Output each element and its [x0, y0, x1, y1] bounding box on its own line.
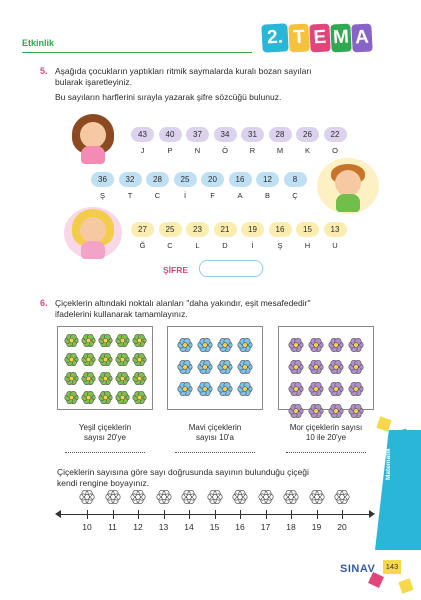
question-5-line: Bu sayıların harflerini sırayla yazarak şifre sözcüğü bulunuz. — [55, 92, 282, 102]
letter: C — [167, 241, 173, 250]
flower-icon — [177, 359, 193, 375]
flower-icon — [348, 337, 364, 353]
number-cell[interactable] — [173, 172, 198, 200]
confetti-icon — [398, 578, 413, 593]
question-6-number: 6. — [40, 298, 48, 308]
flower-icon — [115, 352, 130, 367]
number-cell[interactable] — [268, 222, 293, 250]
flower-icon — [283, 489, 299, 505]
tick-mark — [317, 510, 318, 519]
rhythm-row-1 — [130, 127, 350, 155]
number-cell[interactable] — [213, 127, 238, 155]
caption-line: sayısı 20'ye — [84, 433, 126, 442]
number-cell[interactable] — [295, 222, 320, 250]
flower-icon — [348, 403, 364, 419]
letter: Ğ — [139, 241, 146, 250]
green-flowers-box — [57, 326, 153, 410]
flower-icon — [288, 359, 304, 375]
letter: Ç — [292, 191, 298, 200]
subject-label: Matematik — [385, 448, 392, 480]
letter: H — [304, 241, 311, 250]
tick-label: 14 — [184, 522, 194, 532]
colorable-flower[interactable] — [283, 489, 299, 505]
flower-icon — [177, 381, 193, 397]
caption-line: 10 ile 20'ye — [305, 433, 347, 442]
tick-label: 18 — [286, 522, 296, 532]
number-pill: 36 — [91, 172, 114, 187]
number-pill: 16 — [269, 222, 292, 237]
number-pill: 37 — [186, 127, 209, 142]
rhythm-row-3 — [130, 222, 350, 250]
colorable-flower[interactable] — [156, 489, 172, 505]
letter: K — [304, 146, 310, 155]
sifre-answer-box[interactable] — [199, 260, 263, 277]
letter: P — [167, 146, 173, 155]
letter: N — [194, 146, 201, 155]
flower-icon — [237, 381, 253, 397]
subject-side-tab — [375, 430, 421, 550]
colorable-flower[interactable] — [232, 489, 248, 505]
number-pill: 34 — [214, 127, 237, 142]
number-cell[interactable] — [255, 172, 280, 200]
boy-illustration — [317, 158, 379, 214]
green-flower-grid — [64, 333, 149, 405]
number-pill: 27 — [131, 222, 154, 237]
caption-line: Mavi çiçeklerin — [188, 423, 242, 432]
purple-answer-field[interactable] — [286, 452, 366, 453]
instruction-line: Çiçeklerin sayısına göre sayı doğrusunda sayının bulunduğu çiçeği — [57, 467, 309, 477]
number-pill: 28 — [146, 172, 169, 187]
letter: A — [237, 191, 243, 200]
number-cell[interactable] — [240, 222, 265, 250]
letter: L — [195, 241, 200, 250]
letter: İ — [251, 241, 254, 250]
number-cell[interactable] — [268, 127, 293, 155]
flower-icon — [308, 381, 324, 397]
theme-banner — [262, 24, 373, 52]
number-cell[interactable] — [90, 172, 115, 200]
question-5-number: 5. — [40, 66, 48, 76]
caption-line: Yeşil çiçeklerin — [78, 423, 132, 432]
header-rule — [22, 52, 252, 53]
number-pill: 22 — [324, 127, 347, 142]
number-pill: 19 — [241, 222, 264, 237]
flower-icon — [258, 489, 274, 505]
tick-label: 17 — [260, 522, 271, 532]
colorable-flower[interactable] — [334, 489, 350, 505]
number-pill: 23 — [186, 222, 209, 237]
flower-icon — [81, 371, 96, 386]
letter: J — [140, 146, 145, 155]
flower-icon — [237, 359, 253, 375]
flower-icon — [217, 359, 233, 375]
number-cell[interactable] — [323, 127, 348, 155]
blue-flower-grid — [177, 337, 257, 397]
colorable-flower[interactable] — [258, 489, 274, 505]
number-cell[interactable] — [145, 172, 170, 200]
tick-mark — [113, 510, 114, 519]
blue-flowers-box — [167, 326, 263, 410]
flower-icon — [197, 381, 213, 397]
flower-icon — [308, 359, 324, 375]
section-label: Etkinlik — [22, 38, 55, 48]
flower-icon — [132, 333, 147, 348]
number-cell[interactable] — [185, 127, 210, 155]
page-number: 143 — [383, 560, 401, 574]
flower-icon — [217, 337, 233, 353]
number-cell[interactable] — [200, 172, 225, 200]
tick-label: 20 — [337, 522, 347, 532]
number-cell[interactable] — [213, 222, 238, 250]
flower-icon — [98, 390, 113, 405]
letter: İ — [183, 191, 187, 200]
tick-mark — [138, 510, 139, 519]
flower-icon — [328, 359, 344, 375]
flower-icon — [98, 371, 113, 386]
number-pill: 16 — [229, 172, 252, 187]
number-pill: 25 — [174, 172, 197, 187]
letter: Ö — [222, 146, 228, 155]
flower-icon — [348, 359, 364, 375]
colorable-flower[interactable] — [130, 489, 146, 505]
green-caption — [57, 423, 153, 443]
number-pill: 43 — [131, 127, 154, 142]
sifre-label: ŞİFRE — [163, 265, 189, 275]
flower-icon — [98, 352, 113, 367]
theme-letter-t: T — [288, 23, 309, 52]
blue-caption — [167, 423, 263, 443]
number-pill: 12 — [256, 172, 279, 187]
number-cell[interactable] — [323, 222, 348, 250]
flower-icon — [81, 333, 96, 348]
tick-label: 12 — [133, 522, 143, 532]
question-5-line: bularak işaretleyiniz. — [55, 77, 133, 87]
number-cell[interactable] — [283, 172, 308, 200]
flower-icon — [79, 489, 95, 505]
number-cell[interactable] — [228, 172, 253, 200]
flower-icon — [64, 371, 79, 386]
arrow-right-icon — [369, 510, 375, 518]
colorable-flower[interactable] — [207, 489, 223, 505]
flower-icon — [308, 337, 324, 353]
girl-blonde-hair-illustration — [62, 205, 124, 261]
tick-mark — [87, 510, 88, 519]
green-answer-field[interactable] — [65, 452, 145, 453]
flower-icon — [232, 489, 248, 505]
tick-mark — [189, 510, 190, 519]
tick-mark — [240, 510, 241, 519]
flower-icon — [288, 381, 304, 397]
tick-label: 11 — [108, 522, 117, 532]
flower-icon — [132, 390, 147, 405]
number-cell[interactable] — [130, 222, 155, 250]
flower-icon — [81, 352, 96, 367]
theme-letter-e: E — [309, 23, 330, 52]
letter: R — [249, 146, 256, 155]
tick-label: 10 — [82, 522, 92, 532]
flower-icon — [197, 337, 213, 353]
colorable-flower[interactable] — [309, 489, 325, 505]
number-pill: 13 — [324, 222, 347, 237]
flower-icon — [328, 337, 344, 353]
caption-line: Mor çiçeklerin sayısı — [289, 423, 363, 432]
flower-icon — [348, 381, 364, 397]
letter: B — [264, 191, 270, 200]
purple-flower-grid — [288, 337, 368, 419]
exam-label: SINAV — [340, 563, 376, 575]
flower-icon — [207, 489, 223, 505]
flower-icon — [328, 381, 344, 397]
tick-label: 16 — [235, 522, 245, 532]
question-6-line: ifadelerini kullanarak tamamlayınız. — [55, 309, 188, 319]
number-pill: 8 — [284, 172, 307, 187]
numberline-instruction — [57, 467, 309, 489]
tick-mark — [342, 510, 343, 519]
blue-answer-field[interactable] — [175, 452, 255, 453]
number-pill: 20 — [201, 172, 224, 187]
flower-icon — [132, 371, 147, 386]
flower-icon — [197, 359, 213, 375]
number-cell[interactable] — [158, 222, 183, 250]
question-5-text — [55, 66, 312, 103]
tick-label: 13 — [158, 522, 169, 532]
colorable-flower[interactable] — [181, 489, 197, 505]
number-cell[interactable] — [295, 127, 320, 155]
rhythm-row-2 — [90, 172, 310, 200]
theme-number: 2. — [261, 23, 288, 52]
flower-icon — [177, 337, 193, 353]
girl-brown-hair-illustration — [62, 110, 124, 166]
question-6-text — [55, 298, 311, 320]
flower-icon — [64, 352, 79, 367]
question-5-line: Aşağıda çocukların yaptıkları ritmik saymalarda kuralı bozan sayıları — [55, 66, 312, 76]
flower-icon — [115, 333, 130, 348]
caption-line: sayısı 10'a — [196, 433, 234, 442]
theme-letter-a: A — [351, 23, 372, 52]
letter: M — [276, 146, 284, 155]
number-pill: 26 — [296, 127, 319, 142]
letter: O — [332, 146, 338, 155]
flower-icon — [328, 403, 344, 419]
instruction-line: kendi rengine boyayınız. — [57, 478, 150, 488]
flower-icon — [105, 489, 121, 505]
letter: D — [222, 241, 228, 250]
number-cell[interactable] — [130, 127, 155, 155]
flower-icon — [115, 371, 130, 386]
flower-icon — [115, 390, 130, 405]
theme-letter-m: M — [330, 23, 351, 52]
flower-icon — [156, 489, 172, 505]
number-pill: 21 — [214, 222, 237, 237]
flower-icon — [309, 489, 325, 505]
question-6-line: Çiçeklerin altındaki noktalı alanları "daha yakındır, eşit mesafededir" — [55, 298, 311, 308]
tick-label: 15 — [209, 522, 220, 532]
number-pill: 32 — [119, 172, 142, 187]
number-cell[interactable] — [118, 172, 143, 200]
number-pill: 40 — [159, 127, 182, 142]
colorable-flower[interactable] — [105, 489, 121, 505]
flower-icon — [64, 390, 79, 405]
tick-mark — [266, 510, 267, 519]
flower-icon — [237, 337, 253, 353]
flower-icon — [98, 333, 113, 348]
letter: U — [332, 241, 338, 250]
letter: F — [210, 191, 215, 200]
letter: T — [127, 191, 133, 200]
purple-flowers-box — [278, 326, 374, 410]
number-pill: 25 — [159, 222, 182, 237]
letter: Ş — [99, 191, 105, 200]
flower-icon — [334, 489, 350, 505]
flower-icon — [132, 352, 147, 367]
tick-label: 19 — [311, 522, 322, 532]
letter: Ş — [277, 241, 283, 250]
number-pill: 15 — [296, 222, 319, 237]
flower-icon — [288, 403, 304, 419]
number-cell[interactable] — [240, 127, 265, 155]
flower-icon — [181, 489, 197, 505]
number-cell[interactable] — [158, 127, 183, 155]
flower-icon — [308, 403, 324, 419]
flower-icon — [64, 333, 79, 348]
number-cell[interactable] — [185, 222, 210, 250]
number-pill: 28 — [269, 127, 292, 142]
colorable-flower[interactable] — [79, 489, 95, 505]
flower-icon — [81, 390, 96, 405]
tick-mark — [164, 510, 165, 519]
tick-mark — [291, 510, 292, 519]
letter: C — [154, 191, 161, 200]
purple-caption — [272, 423, 380, 443]
tick-mark — [215, 510, 216, 519]
flower-icon — [288, 337, 304, 353]
flower-icon — [130, 489, 146, 505]
number-pill: 31 — [241, 127, 264, 142]
flower-icon — [217, 381, 233, 397]
